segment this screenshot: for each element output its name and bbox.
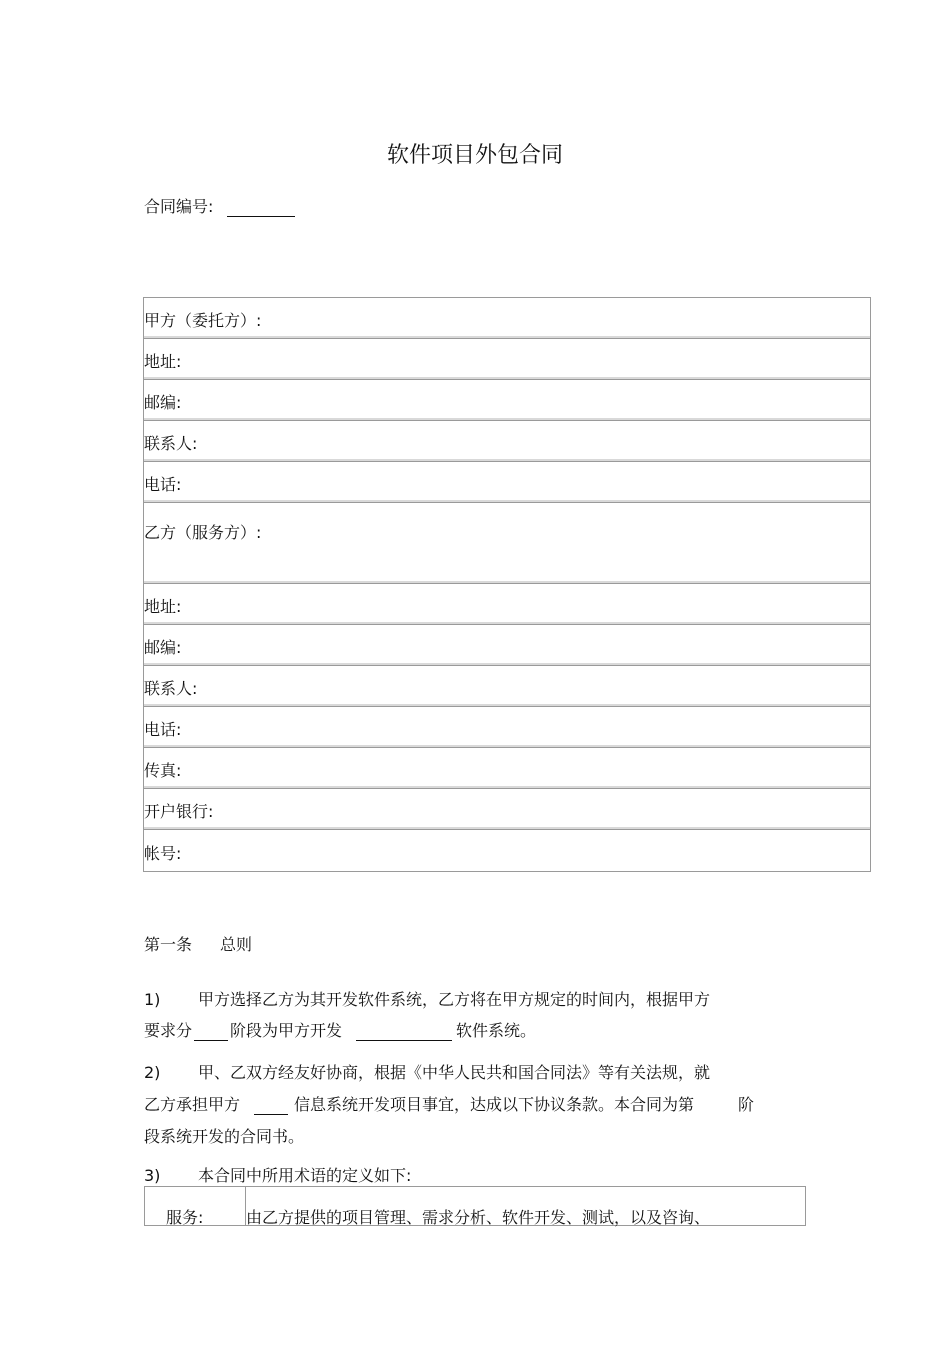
software-name-blank[interactable] [356, 1024, 452, 1041]
clause-text: 甲方选择乙方为其开发软件系统，乙方将在甲方规定的时间内，根据甲方 [198, 990, 711, 1009]
clause-number: 1) [144, 990, 161, 1009]
party-a-label: 甲方（委托方）: [144, 311, 262, 330]
clause-2-line-3 [144, 1124, 304, 1147]
party-b-address-label: 地址: [144, 597, 182, 616]
contract-number-label: 合同编号: [144, 197, 214, 216]
clause-text: 段系统开发的合同书。 [144, 1127, 305, 1146]
party-b-fax-label: 传真: [144, 761, 182, 780]
party-b-bank-label: 开户银行: [144, 802, 214, 821]
clause-text: 阶段为甲方开发 [230, 1021, 343, 1040]
clause-text: 信息系统开发项目事宜，达成以下协议条款。本合同为第 [294, 1095, 695, 1114]
project-name-blank[interactable] [254, 1098, 288, 1115]
clause-1-line-1 [144, 987, 710, 1010]
clause-text: 乙方承担甲方 [144, 1095, 241, 1114]
clause-2-line-1 [144, 1060, 710, 1083]
table-row [144, 707, 870, 748]
clause-text: 要求分 [144, 1021, 193, 1040]
party-a-postcode-label: 邮编: [144, 393, 182, 412]
document-title: 软件项目外包合同 [386, 143, 563, 168]
clause-1-line-2 [144, 1018, 536, 1041]
table-row [144, 748, 870, 789]
table-row [144, 666, 870, 707]
clause-text: 阶 [738, 1095, 755, 1114]
phase-count-blank[interactable] [194, 1024, 228, 1041]
clause-number: 3) [144, 1166, 161, 1185]
party-b-account-label: 帐号: [144, 844, 182, 863]
party-b-postcode-label: 邮编: [144, 638, 182, 657]
clause-3-line-1 [144, 1163, 411, 1186]
clause-number: 2) [144, 1063, 161, 1082]
contract-number-blank[interactable] [227, 199, 295, 217]
table-row [144, 584, 870, 625]
section-name: 总则 [220, 935, 253, 954]
clause-text: 本合同中所用术语的定义如下: [198, 1166, 412, 1185]
party-a-contact-label: 联系人: [144, 434, 198, 453]
table-row [144, 298, 870, 339]
definition-term: 服务: [166, 1208, 204, 1227]
table-row [144, 789, 870, 830]
party-a-address-label: 地址: [144, 352, 182, 371]
party-a-phone-label: 电话: [144, 475, 182, 494]
table-row [144, 339, 870, 380]
party-b-phone-label: 电话: [144, 720, 182, 739]
table-row [144, 503, 870, 584]
section-number: 第一条 [144, 935, 193, 954]
table-row [144, 421, 870, 462]
section-heading [144, 932, 252, 955]
clause-text: 软件系统。 [456, 1021, 537, 1040]
table-row [144, 462, 870, 503]
definitions-table [144, 1186, 806, 1226]
party-info-table [143, 297, 871, 872]
clause-text: 甲、乙双方经友好协商，根据《中华人民共和国合同法》等有关法规，就 [198, 1063, 711, 1082]
clause-2-line-2 [144, 1092, 754, 1115]
party-b-label: 乙方（服务方）: [144, 523, 262, 542]
party-b-contact-label: 联系人: [144, 679, 198, 698]
table-row [144, 625, 870, 666]
table-row [144, 830, 870, 871]
definition-description: 由乙方提供的项目管理、需求分析、软件开发、测试，以及咨询、 [246, 1208, 711, 1227]
table-row [144, 380, 870, 421]
contract-number-line [144, 194, 295, 217]
